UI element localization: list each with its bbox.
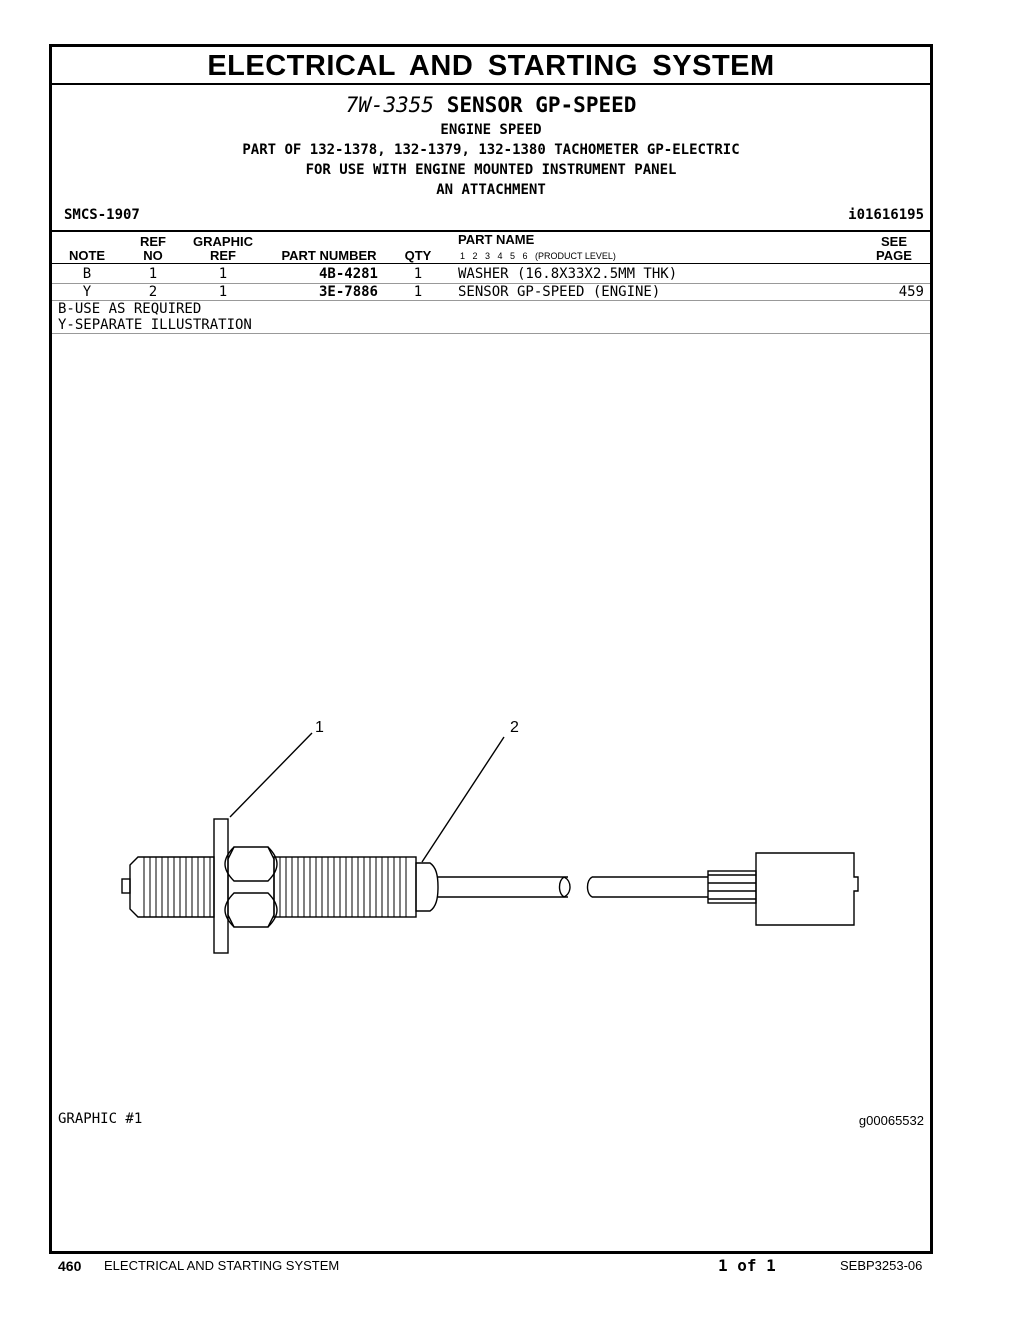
col-graphic-bottom: REF	[210, 248, 236, 263]
graphic-label: GRAPHIC #1	[58, 1111, 143, 1127]
footer-page-of: 1 of 1	[718, 1256, 776, 1275]
washer-flange	[214, 819, 228, 953]
row2-graphic: 1	[218, 284, 228, 300]
group-part-number: 7W-3355	[345, 93, 435, 117]
page-frame	[49, 44, 933, 1254]
col-note: NOTE	[68, 248, 106, 263]
sensor-tip	[122, 879, 130, 893]
row2-part-name: SENSOR GP-SPEED (ENGINE)	[458, 284, 661, 300]
note-b: B-USE AS REQUIRED	[58, 301, 202, 317]
col-see-bottom: PAGE	[876, 248, 912, 263]
leader-1	[230, 733, 312, 817]
group-attachment: AN ATTACHMENT	[436, 182, 546, 198]
hex-nut	[228, 847, 274, 927]
graphic-id: g00065532	[858, 1113, 924, 1128]
col-part-name: PART NAME	[458, 232, 535, 247]
connector	[756, 853, 858, 925]
row1-graphic: 1	[218, 266, 228, 282]
group-subtitle: ENGINE SPEED	[440, 122, 542, 138]
col-qty: QTY	[404, 248, 432, 263]
row2-qty: 1	[413, 284, 423, 300]
group-name: SENSOR GP-SPEED	[446, 93, 637, 117]
thread-left	[130, 857, 214, 917]
row2-ref: 2	[148, 284, 158, 300]
row1-qty: 1	[413, 266, 423, 282]
callout-1: 1	[315, 719, 324, 736]
row2-see-page: 459	[898, 284, 924, 300]
group-part-of: PART OF 132-1378, 132-1379, 132-1380 TACHOMETER GP-ELECTRIC	[242, 142, 740, 158]
row2-note: Y	[82, 284, 92, 300]
col-see-top: SEE	[880, 234, 907, 249]
row1-ref: 1	[148, 266, 158, 282]
leader-2	[422, 737, 504, 862]
col-part-number: PART NUMBER	[281, 248, 377, 263]
sensor-body	[416, 863, 438, 911]
col-ref-bottom: NO	[143, 248, 163, 263]
footer-doc-id: SEBP3253-06	[840, 1258, 923, 1273]
row2-part-number: 3E-7886	[318, 284, 378, 300]
row1-note: B	[82, 266, 92, 282]
row1-part-number: 4B-4281	[318, 266, 378, 282]
callout-2: 2	[510, 719, 519, 736]
note-y: Y-SEPARATE ILLUSTRATION	[58, 317, 252, 333]
footer-page-number: 460	[58, 1258, 82, 1274]
product-level-header: 1 2 3 4 5 6 (PRODUCT LEVEL)	[460, 251, 616, 261]
row1-part-name: WASHER (16.8X33X2.5MM THK)	[458, 266, 678, 282]
sensor-illustration	[52, 47, 930, 1251]
col-ref-top: REF	[140, 234, 166, 249]
smcs-code: SMCS-1907	[64, 207, 140, 223]
group-usage: FOR USE WITH ENGINE MOUNTED INSTRUMENT PANEL	[305, 162, 677, 178]
wires	[708, 875, 756, 899]
footer-section: ELECTRICAL AND STARTING SYSTEM	[104, 1258, 340, 1273]
col-graphic-top: GRAPHIC	[193, 234, 253, 249]
cable	[438, 877, 568, 897]
thread-right	[274, 857, 416, 917]
illustration-id: i01616195	[848, 207, 924, 223]
section-title: ELECTRICAL AND STARTING SYSTEM	[52, 47, 930, 85]
